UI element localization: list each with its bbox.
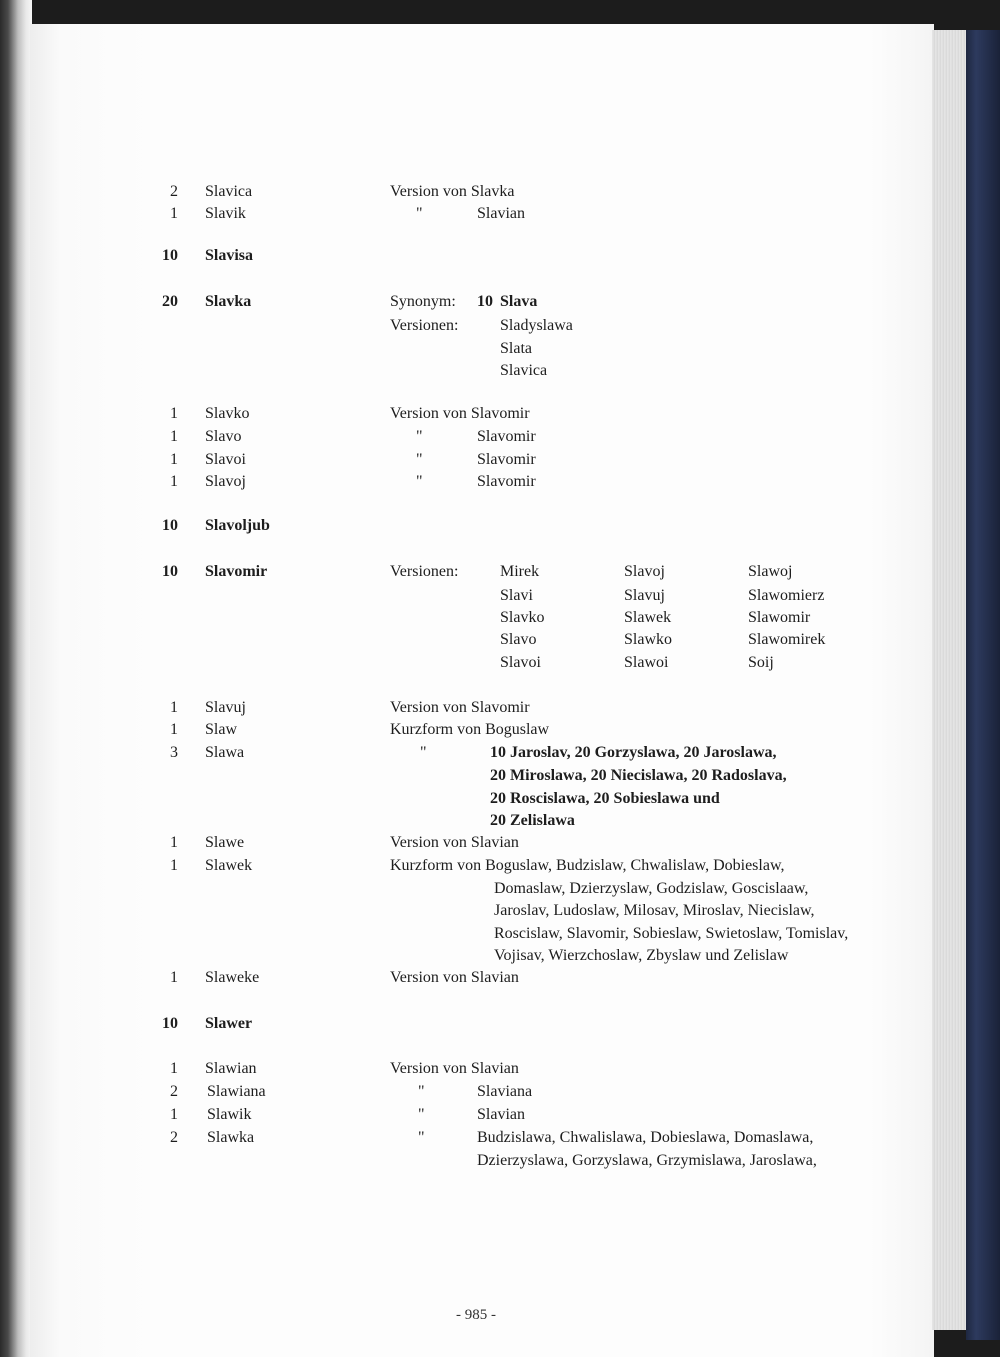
entry-count: 1 [170, 699, 178, 716]
entry-text: Versionen: [390, 563, 459, 580]
entry-count: 2 [170, 1129, 178, 1146]
entry-text: Slawoj [748, 563, 793, 580]
entry-text: Slavomir [477, 428, 536, 445]
entry-text: Slawek [205, 857, 253, 874]
entry-text: Slavisa [205, 247, 254, 264]
entry-text: " [416, 473, 423, 490]
entry-text: Slaweke [205, 969, 260, 986]
entry-text: Slavoj [624, 563, 665, 580]
page-edges [932, 30, 968, 1330]
entry-text: Slawik [207, 1106, 252, 1123]
entry-count: 10 [162, 247, 178, 264]
entry-text: Slavica [500, 362, 548, 379]
entry-text: Slawko [624, 631, 672, 648]
entry-text: Slavica [205, 183, 253, 200]
entry-text: Budzislawa, Chwalislawa, Dobieslawa, Domaslawa, [477, 1129, 814, 1146]
entry-text: Dzierzyslawa, Gorzyslawa, Grzymislawa, Jaroslawa, [477, 1152, 817, 1169]
entry-text: Version von Slavian [390, 1060, 519, 1077]
entry-text: Version von Slavian [390, 834, 519, 851]
entry-text: Roscislaw, Slavomir, Sobieslaw, Swietoslaw, Tomislav, [494, 925, 849, 942]
entry-text: " [418, 1106, 425, 1123]
entry-text: Slawek [624, 609, 672, 626]
entry-count: 1 [170, 1060, 178, 1077]
entry-count: 10 [162, 1015, 178, 1032]
entry-text: Domaslaw, Dzierzyslaw, Godzislaw, Goscislaaw, [494, 880, 809, 897]
entry-text: Version von Slavka [390, 183, 515, 200]
entry-count: 10 [162, 517, 178, 534]
entry-count: 1 [170, 721, 178, 738]
entry-text: " [418, 1129, 425, 1146]
entry-text: Slaw [205, 721, 237, 738]
entry-text: Mirek [500, 563, 540, 580]
book-gutter [0, 0, 32, 1357]
entry-text: Slavian [477, 1106, 525, 1123]
entry-text: " [416, 451, 423, 468]
entry-text: " [416, 205, 423, 222]
entry-text: Slavoi [205, 451, 246, 468]
entry-text: Slawomierz [748, 587, 825, 604]
entry-count: 1 [170, 405, 178, 422]
entry-text: Slavo [500, 631, 537, 648]
entry-text: Slavuj [624, 587, 665, 604]
entry-text: Slavoljub [205, 517, 270, 534]
entry-text: Soij [748, 654, 774, 671]
entry-text: Slaviana [477, 1083, 533, 1100]
entry-text: Slavuj [205, 699, 246, 716]
entry-text: " [418, 1083, 425, 1100]
entry-count: 1 [170, 473, 178, 490]
entry-text: Slavoi [500, 654, 541, 671]
entry-text: 20 Roscislawa, 20 Sobieslawa und [490, 790, 720, 807]
entry-text: 20 Zelislawa [490, 812, 575, 829]
entry-text: Slava [500, 293, 538, 310]
entry-text: Versionen: [390, 317, 459, 334]
entry-text: Slavko [205, 405, 250, 422]
entry-text: Slavik [205, 205, 246, 222]
entry-text: Slavko [500, 609, 545, 626]
entry-count: 1 [170, 205, 178, 222]
entry-text: Slawoi [624, 654, 669, 671]
entry-text: Slavian [477, 205, 525, 222]
entry-text: Slawer [205, 1015, 253, 1032]
entry-text: Synonym: [390, 293, 456, 310]
entry-count: 1 [170, 969, 178, 986]
entry-text: Vojisav, Wierzchoslaw, Zbyslaw und Zelislaw [494, 947, 789, 964]
entry-count: 1 [170, 1106, 178, 1123]
entry-text: Kurzform von Boguslaw [390, 721, 550, 738]
entry-text: Slavomir [205, 563, 268, 580]
entry-text: " [416, 428, 423, 445]
entry-count: 2 [170, 183, 178, 200]
entry-text: Slawomir [748, 609, 811, 626]
entry-text: 20 Miroslawa, 20 Niecislawa, 20 Radoslava, [490, 767, 787, 784]
entry-text: Slavoj [205, 473, 246, 490]
entry-text: Slawe [205, 834, 245, 851]
entry-count: 2 [170, 1083, 178, 1100]
entry-text: Slawka [207, 1129, 255, 1146]
book-cover-edge [966, 30, 1000, 1340]
entry-text: Slavo [205, 428, 242, 445]
entry-text: Slawiana [207, 1083, 266, 1100]
entry-text: Kurzform von Boguslaw, Budzislaw, Chwalislaw, Dobieslaw, [390, 857, 785, 874]
entry-text: 10 [477, 293, 493, 310]
entry-text: Slavomir [477, 473, 536, 490]
entry-text: Sladyslawa [500, 317, 573, 334]
entry-text: Slawa [205, 744, 245, 761]
entry-text: 10 Jaroslav, 20 Gorzyslawa, 20 Jaroslawa, [490, 744, 777, 761]
entry-text: Version von Slavian [390, 969, 519, 986]
page-number: - 985 - [456, 1307, 496, 1323]
entry-count: 10 [162, 563, 178, 580]
entry-text: Slata [500, 340, 532, 357]
entry-text: Slawian [205, 1060, 257, 1077]
entry-text: Slavka [205, 293, 252, 310]
entry-count: 1 [170, 857, 178, 874]
entry-count: 1 [170, 428, 178, 445]
entry-text: " [420, 744, 427, 761]
entry-count: 20 [162, 293, 178, 310]
entry-text: Slawomirek [748, 631, 826, 648]
entry-text: Version von Slavomir [390, 405, 530, 422]
entry-text: Slavi [500, 587, 533, 604]
entry-count: 1 [170, 834, 178, 851]
entry-count: 1 [170, 451, 178, 468]
entry-text: Jaroslav, Ludoslaw, Milosav, Miroslav, Niecislaw, [494, 902, 815, 919]
entry-text: Slavomir [477, 451, 536, 468]
entry-count: 3 [170, 744, 178, 761]
entry-text: Version von Slavomir [390, 699, 530, 716]
